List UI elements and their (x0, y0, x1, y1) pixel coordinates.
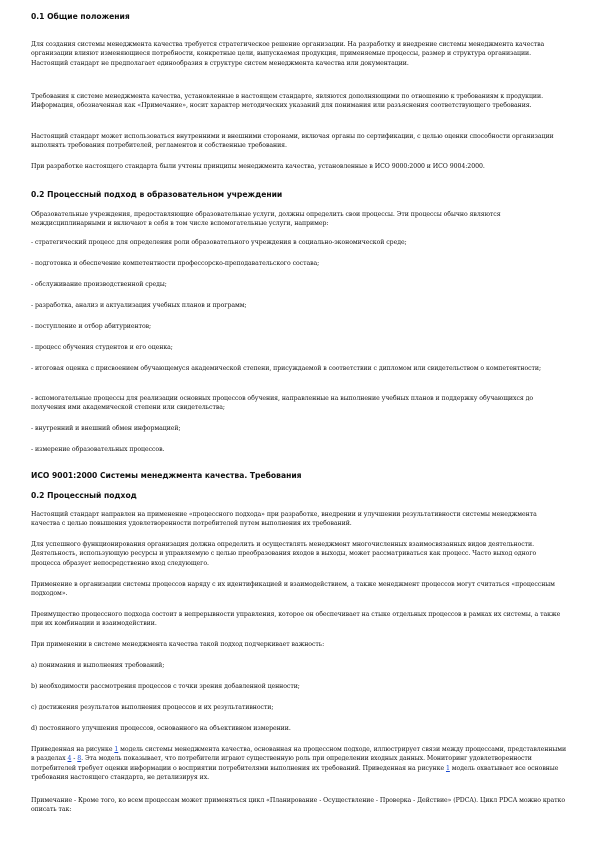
list-item: - подготовка и обеспечение компетентности профессорско-преподавательского состава; (31, 260, 320, 267)
paragraph: При применении в системе менеджмента качества такой подход подчеркивает важность: (31, 641, 325, 648)
list-item: - обслуживание производственной среды; (31, 281, 167, 288)
paragraph: Для успешного функционирования организация должна определить и осуществлять менеджмент многочисленных взаимосвязанных видов деятельности. Деятельность, использующую ресурсы и управляемую с целью преобразования входов в выходы, может рассматриваться как процесс. Часто выход одного процесса образует непосредственно вход следующего. (31, 541, 537, 567)
section-4-link[interactable]: 4 (67, 755, 72, 763)
text-fragment: Приведенная на рисунке (31, 746, 115, 753)
list-item: - итоговая оценка с присвоением обучающемуся академической степени, присуждаемой в соответствии с дипломом или свидетельством о компетентности; (31, 365, 542, 372)
list-item: b) необходимости рассмотрения процессов с точки зрения добавленной ценности; (31, 683, 300, 690)
figure-reference-paragraph (31, 745, 567, 783)
paragraph: Настоящий стандарт направлен на применение «процессного подхода» при разработке, внедрении и улучшении результативности системы менеджмента качества с целью повышения удовлетворенности потребителей путем выполнения их требований. (31, 511, 537, 528)
section-heading: 0.1 Общие положения (31, 12, 130, 21)
paragraph: Для создания системы менеджмента качества требуется стратегическое решение организации. На разработку и внедрение системы менеджмента качества организации влияют изменяющиеся потребности, конкретные цели, выпускаемая продукция, применяемые процессы, размер и структура организации. Настоящий стандарт не предполагает единообразия в структуре систем менеджмента качества или документации. (31, 41, 545, 67)
paragraph: Требования к системе менеджмента качества, установленные в настоящем стандарте, являются дополняющими по отношению к требованиям к продукции. Информация, обозначенная как «Примечание», носит характер методических указаний для понимания или разъяснения соответствующего требования. (31, 93, 543, 110)
paragraph: При разработке настоящего стандарта были учтены принципы менеджмента качества, установленные в ИСО 9000:2000 и ИСО 9004:2000. (31, 163, 485, 170)
figure-1-link[interactable]: 1 (114, 746, 119, 753)
paragraph: Образовательные учреждения, предоставляющие образовательные услуги, должны определить свои процессы. Эти процессы обычно являются междисциплинарными и включают в себя в том числе вспомогательные услуги, например: (31, 211, 501, 228)
list-item: - стратегический процесс для определения роли образовательного учреждения в социально-экономической среде; (31, 239, 407, 246)
list-item: d) постоянного улучшения процессов, основанного на объективном измерении. (31, 725, 291, 732)
list-item: c) достижения результатов выполнения процессов и их результативности; (31, 704, 274, 711)
section-heading: 0.2 Процессный подход в образовательном учреждении (31, 190, 283, 199)
text-fragment: модель охватывает все основные требования настоящего стандарта, не детализируя их. (31, 764, 559, 782)
list-item: - поступление и отбор абитуриентов; (31, 323, 152, 330)
list-item: - внутренний и внешний обмен информацией; (31, 425, 181, 432)
text-fragment: модель системы менеджмента качества, основанная на процессном подходе, иллюстрирует связи между процессами, представленными в разделах (31, 746, 567, 763)
paragraph: Настоящий стандарт может использоваться внутренними и внешними сторонами, включая органы по сертификации, с целью оценки способности организации выполнять требования потребителей, регламентов и собственные требования. (31, 133, 554, 150)
figure-1-link-2[interactable]: 1 (445, 764, 450, 772)
list-item: - измерение образовательных процессов. (31, 446, 165, 453)
paragraph: Применение в организации системы процессов наряду с их идентификацией и взаимодействием, а также менеджмент процессов могут считаться «процессным подходом». (31, 581, 555, 598)
list-item: - процесс обучения студентов и его оценка; (31, 344, 173, 351)
list-item: - вспомогательные процессы для реализации основных процессов обучения, направленные на выполнение учебных планов и поддержку обучающихся до получения ими академической степени или свидетельства; (31, 395, 534, 412)
section-subheading: 0.2 Процессный подход (31, 491, 137, 500)
text-fragment: - (71, 755, 78, 763)
section-heading: ИСО 9001:2000 Системы менеджмента качества. Требования (31, 471, 302, 480)
text-fragment: . Эта модель показывает, что потребители играют существенную роль при определении входных данных. Мониторинг удовлетворенности потребителей требует оценки информации о восприятии потребителями выполнения их требований. Приведенная на рисунке (31, 755, 532, 772)
section-8-link[interactable]: 8 (77, 755, 82, 763)
note-paragraph: Примечание - Кроме того, ко всем процессам может применяться цикл «Планирование - Осуществление - Проверка - Действие» (PDCA). Цикл PDCA можно кратко описать так: (31, 797, 566, 814)
list-item: a) понимания и выполнения требований; (31, 662, 165, 669)
paragraph: Преимущество процессного подхода состоит в непрерывности управления, которое он обеспечивает на стыке отдельных процессов в рамках их системы, а также при их комбинации и взаимодействии. (31, 611, 561, 628)
list-item: - разработка, анализ и актуализация учебных планов и программ; (31, 302, 247, 309)
